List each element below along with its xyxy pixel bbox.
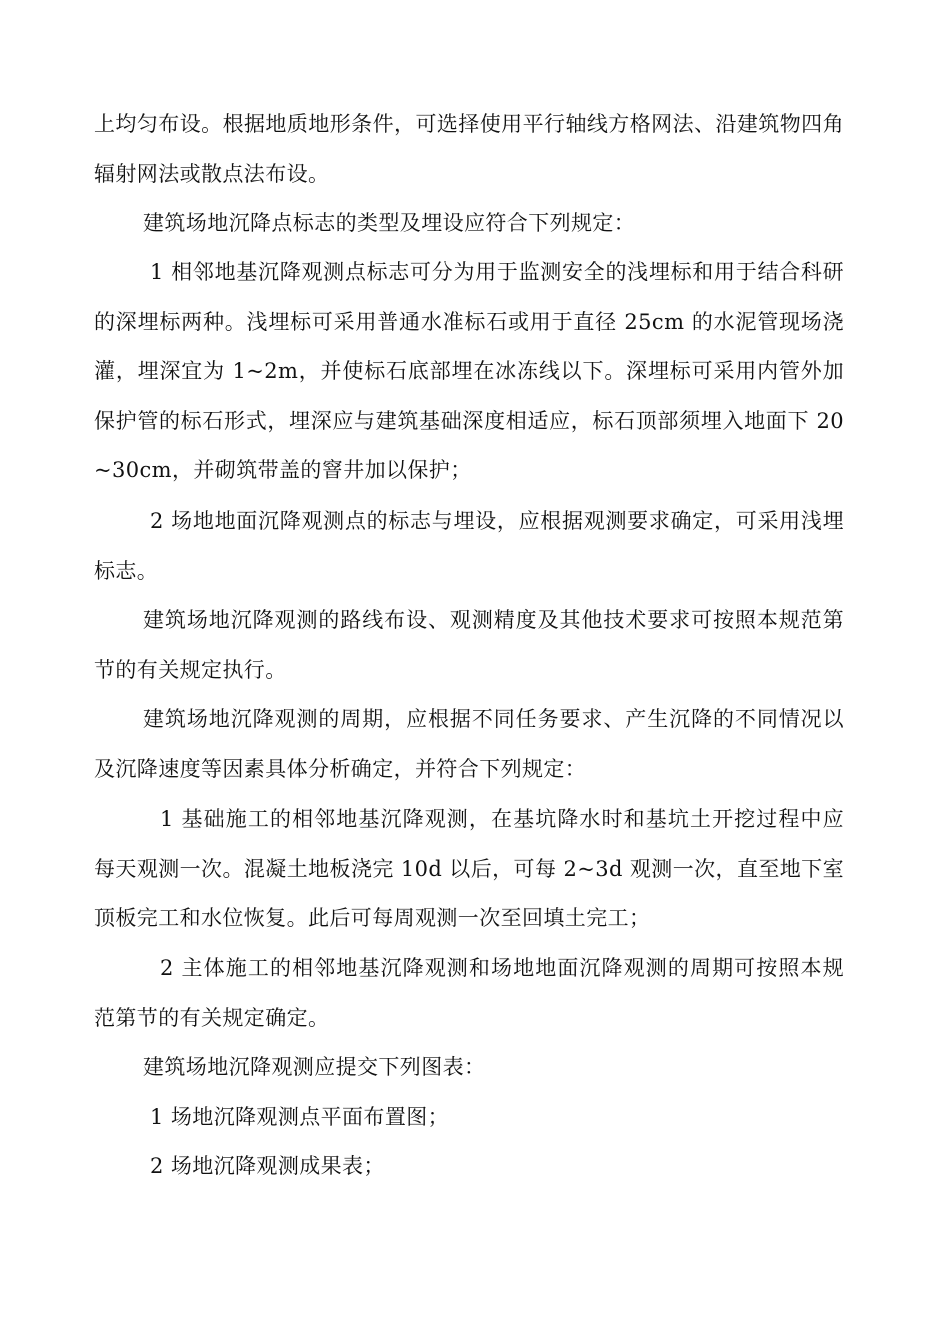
paragraph-period-rule-2: 2 主体施工的相邻地基沉降观测和场地地面沉降观测的周期可按照本规范第节的有关规定确定。	[94, 956, 844, 1030]
paragraph-route-accuracy: 建筑场地沉降观测的路线布设、观测精度及其他技术要求可按照本规范第节的有关规定执行。	[94, 608, 844, 682]
paragraph-deliverable-2: 2 场地沉降观测成果表；	[150, 1154, 385, 1178]
paragraph-deliverables-intro: 建筑场地沉降观测应提交下列图表：	[143, 1055, 486, 1079]
paragraph-layout-method: 上均匀布设。根据地质地形条件，可选择使用平行轴线方格网法、沿建筑物四角辐射网法或散点法布设。	[94, 112, 844, 186]
paragraph-deliverable-1: 1 场地沉降观测点平面布置图；	[150, 1105, 450, 1129]
paragraph-rule-2-ground-markers: 2 场地地面沉降观测点的标志与埋设，应根据观测要求确定，可采用浅埋标志。	[94, 509, 844, 583]
paragraph-period-rule-1: 1 基础施工的相邻地基沉降观测，在基坑降水时和基坑土开挖过程中应每天观测一次。混凝土地板浇完 10d 以后，可每 2~3d 观测一次，直至地下室顶板完工和水位恢复。此后可每周观测一次至回填土完工；	[94, 807, 844, 930]
paragraph-rule-1-adjacent-markers: 1 相邻地基沉降观测点标志可分为用于监测安全的浅埋标和用于结合科研的深埋标两种。浅埋标可采用普通水准标石或用于直径 25cm 的水泥管现场浇灌，埋深宜为 1~2m，并使标石底部埋在冰冻线以下。深埋标可采用内管外加保护管的标石形式，埋深应与建筑基础深度相适应，标石顶部须埋入地面下 20~30cm，并砌筑带盖的窨井加以保护；	[94, 260, 844, 482]
paragraph-marker-rules-intro: 建筑场地沉降点标志的类型及埋设应符合下列规定：	[143, 211, 636, 235]
paragraph-observation-period-intro: 建筑场地沉降观测的周期，应根据不同任务要求、产生沉降的不同情况以及沉降速度等因素具体分析确定，并符合下列规定：	[94, 707, 844, 781]
